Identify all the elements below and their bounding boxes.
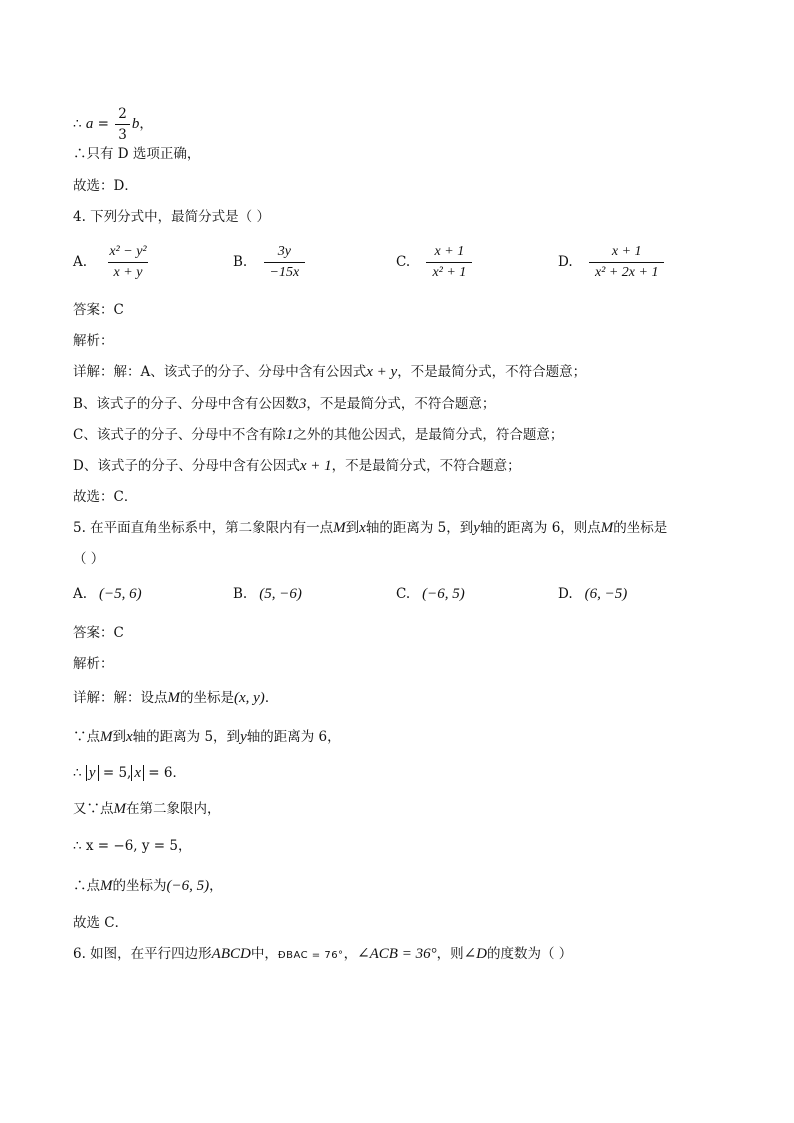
text: 详解：解：A、该式子的分子、分母中含有公因式 xyxy=(73,364,367,380)
text: 的度数为（ ） xyxy=(487,946,573,962)
q5-stem xyxy=(73,518,667,538)
option-fraction xyxy=(426,242,472,283)
q4-detail-b xyxy=(73,394,495,414)
q5-option-a xyxy=(73,586,142,603)
q3-result-line xyxy=(73,106,153,143)
q4-detail-a xyxy=(73,362,586,382)
option-value: (−5, 6) xyxy=(99,586,142,602)
text: 在第二象限内， xyxy=(126,801,221,817)
text: ∴点 xyxy=(73,878,100,894)
q4-detail-d xyxy=(73,456,521,476)
math-expr: y xyxy=(240,729,247,745)
text: ∵点 xyxy=(73,729,100,745)
text: = 6． xyxy=(144,765,186,781)
q5-detail-5: ∴ x = −6, y = 5， xyxy=(73,838,192,854)
frac-numerator: x + 1 xyxy=(611,244,642,259)
option-label: B. xyxy=(233,254,248,270)
therefore-symbol: ∴ xyxy=(73,765,82,781)
text: ， xyxy=(209,878,223,894)
math-expr: M xyxy=(100,878,113,894)
option-label: C. xyxy=(396,586,411,602)
comma: ， xyxy=(139,116,153,132)
text: 的坐标是 xyxy=(180,690,234,706)
fraction-two-thirds xyxy=(115,106,130,143)
q5-detail-4 xyxy=(73,799,221,819)
option-fraction xyxy=(589,242,665,283)
text: ，不是最简分式，不符合题意； xyxy=(331,458,521,474)
text: 详解：解：设点 xyxy=(73,690,168,706)
q5-detail-2 xyxy=(73,727,341,747)
text: ， xyxy=(343,946,358,962)
text: 到 xyxy=(112,729,126,745)
text: 中， xyxy=(250,946,278,962)
option-value: (6, −5) xyxy=(584,586,628,602)
q5-detail-6 xyxy=(73,876,223,896)
text: 6. 如图，在平行四边形 xyxy=(73,946,212,962)
abs-y: y xyxy=(86,765,99,781)
math-expr: 3 xyxy=(298,396,307,412)
q4-option-d xyxy=(558,242,664,283)
option-value: (−6, 5) xyxy=(422,586,465,602)
text: C、该式子的分子、分母中不含有除 xyxy=(73,427,286,443)
q4-option-c xyxy=(396,242,472,283)
math-expr: y xyxy=(473,520,480,536)
q6-stem xyxy=(73,944,572,966)
math-expr: x xyxy=(126,729,133,745)
q4-conclusion: 故选：C． xyxy=(73,489,138,505)
var-b: b xyxy=(131,116,140,132)
var-a: a xyxy=(85,116,94,132)
q5-option-b xyxy=(233,586,302,603)
text: 轴的距离为 6，则点 xyxy=(479,520,601,536)
frac-denominator: −15x xyxy=(264,262,306,283)
option-label: D. xyxy=(558,254,573,270)
q3-choice-line: 故选：D． xyxy=(73,178,138,194)
frac-denominator: x + y xyxy=(108,262,149,283)
text: ，不是最简分式，不符合题意； xyxy=(306,396,496,412)
math-expr: M xyxy=(167,690,180,706)
text: ，不是最简分式，不符合题意； xyxy=(397,364,587,380)
frac-numerator: 2 xyxy=(118,106,127,122)
text: 之外的其他公因式，是最简分式，符合题意； xyxy=(293,427,564,443)
math-expr: (x, y) xyxy=(234,690,265,706)
frac-numerator: x + 1 xyxy=(434,244,465,259)
math-expr: x + y xyxy=(366,364,398,380)
q5-answer: 答案：C xyxy=(73,625,124,641)
text: 又∵点 xyxy=(73,801,114,817)
text: 轴的距离为 6， xyxy=(246,729,341,745)
option-label: A. xyxy=(73,586,88,602)
frac-denominator: x² + 2x + 1 xyxy=(589,262,665,283)
q5-option-d xyxy=(558,586,627,603)
q4-detail-c xyxy=(73,425,563,445)
angle-bac: ÐBAC = 76° xyxy=(277,950,344,961)
math-expr: M xyxy=(100,729,113,745)
math-expr: ABCD xyxy=(211,946,251,962)
math-expr: M xyxy=(113,801,126,817)
frac-numerator: x² − y² xyxy=(109,244,147,259)
text: D、该式子的分子、分母中含有公因式 xyxy=(73,458,300,474)
frac-denominator: 3 xyxy=(115,124,130,143)
q4-answer: 答案：C xyxy=(73,302,124,318)
q5-stem-paren: （ ） xyxy=(73,551,105,567)
frac-numerator: 3y xyxy=(277,244,291,259)
text: = 5, xyxy=(98,765,132,781)
q5-detail-1 xyxy=(73,688,278,708)
therefore-symbol: ∴ xyxy=(73,116,82,132)
q5-detail-3 xyxy=(73,763,186,783)
text: ． xyxy=(264,690,279,706)
q5-analysis-title: 解析： xyxy=(73,656,114,672)
option-fraction xyxy=(264,242,306,283)
option-label: B. xyxy=(233,586,248,602)
option-label: C. xyxy=(396,254,411,270)
math-expr: 1 xyxy=(285,427,294,443)
math-expr: M xyxy=(333,520,346,536)
q4-option-a xyxy=(73,242,153,283)
option-value: (5, −6) xyxy=(259,586,302,602)
text: ，则 xyxy=(436,946,464,962)
math-expr: x + 1 xyxy=(299,458,332,474)
q3-conclusion-line: ∴只有 D 选项正确， xyxy=(73,146,201,162)
frac-denominator: x² + 1 xyxy=(426,262,472,283)
q4-option-b xyxy=(233,242,305,283)
text: 到 xyxy=(345,520,360,536)
text: 轴的距离为 5，到 xyxy=(365,520,474,536)
option-label: D. xyxy=(558,586,573,602)
q5-option-c xyxy=(396,586,465,603)
math-expr: x xyxy=(359,520,366,536)
angle-acb: ∠ACB = 36° xyxy=(357,946,437,962)
text: 轴的距离为 5，到 xyxy=(132,729,241,745)
angle-d: ∠D xyxy=(463,946,487,962)
equals: = xyxy=(93,116,114,132)
text: B、该式子的分子、分母中含有公因数 xyxy=(73,396,299,412)
q4-stem: 4. 下列分式中，最简分式是（ ） xyxy=(73,209,270,225)
q4-analysis-title: 解析： xyxy=(73,333,114,349)
option-fraction xyxy=(103,242,152,283)
text: 的坐标是 xyxy=(613,520,668,536)
text: 的坐标为 xyxy=(112,878,167,894)
abs-x: x xyxy=(131,765,144,781)
option-label: A. xyxy=(73,254,88,270)
math-expr: (−6, 5) xyxy=(166,878,210,894)
math-expr: M xyxy=(600,520,614,536)
q5-detail-7: 故选 C． xyxy=(73,915,129,931)
text: 5. 在平面直角坐标系中，第二象限内有一点 xyxy=(73,520,334,536)
